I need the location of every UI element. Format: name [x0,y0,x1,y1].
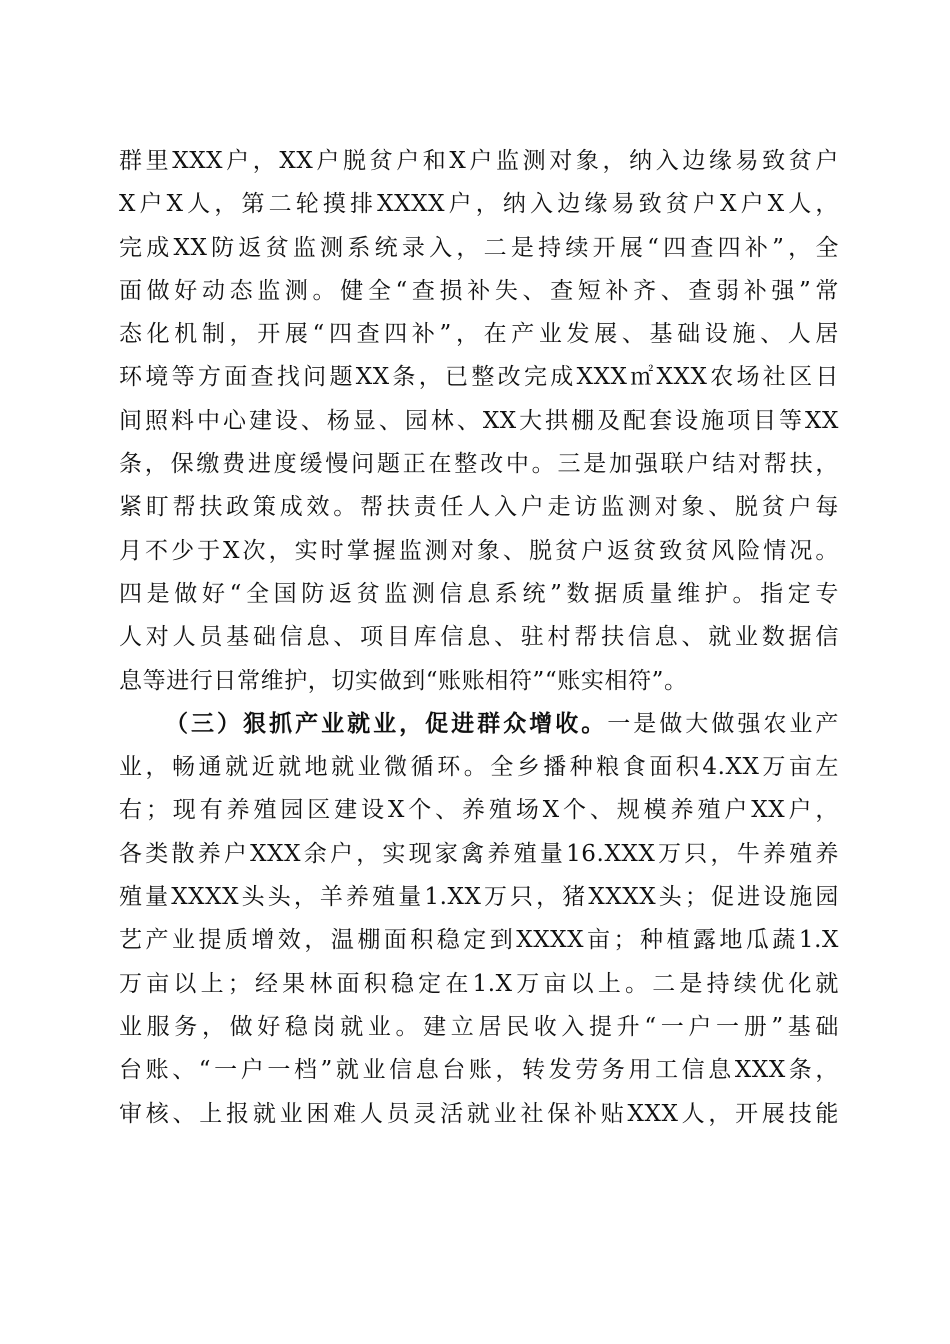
text-line: 各类散养户XXX余户，实现家禽养殖量16.XXX万只，牛养殖养 [119,840,839,867]
section-heading: （三）狠抓产业就业，促进群众增收。 [165,710,608,737]
text-line: 条，保缴费进度缓慢问题正在整改中。三是加强联户结对帮扶， [119,451,839,478]
text-line: 月不少于X次，实时掌握监测对象、脱贫户返贫致贫风险情况。 [119,537,839,564]
text-line: 间照料中心建设、杨显、园林、XX大拱棚及配套设施项目等XX [119,407,839,434]
text-line: 万亩以上；经果林面积稳定在1.X万亩以上。二是持续优化就 [119,970,839,997]
section-heading-rest: 一是做大做强农业产 [607,710,839,737]
text-line: 面做好动态监测。健全“查损补失、查短补齐、查弱补强”常 [119,277,839,304]
text-line: 业服务，做好稳岗就业。建立居民收入提升“一户一册”基础 [119,1013,839,1040]
text-line: 殖量XXXX头头，羊养殖量1.XX万只，猪XXXX头；促进设施园 [119,884,839,911]
text-line: 态化机制，开展“四查四补”，在产业发展、基础设施、人居 [119,321,839,348]
text-line: 业，畅通就近就地就业微循环。全乡播种粮食面积4.XX万亩左 [119,754,839,781]
text-line: 右；现有养殖园区建设X个、养殖场X个、规模养殖户XX户， [119,797,839,824]
document-body [119,140,839,1136]
text-line: X户X人，第二轮摸排XXXX户，纳入边缘易致贫户X户X人， [119,191,839,218]
text-line: 四是做好“全国防返贫监测信息系统”数据质量维护。指定专 [119,580,839,607]
text-line: 环境等方面查找问题XX条，已整改完成XXX㎡XXX农场社区日 [119,364,839,391]
text-line: 息等进行日常维护，切实做到“账账相符”“账实相符”。 [119,667,688,694]
text-line: 审核、上报就业困难人员灵活就业社保补贴XXX人，开展技能 [119,1100,839,1127]
section-heading-line [119,703,839,746]
text-line: 紧盯帮扶政策成效。帮扶责任人入户走访监测对象、脱贫户每 [119,494,839,521]
text-line: 群里XXX户，XX户脱贫户和X户监测对象，纳入边缘易致贫户 [119,148,839,174]
text-line: 人对人员基础信息、项目库信息、驻村帮扶信息、就业数据信 [119,624,839,651]
text-line: 艺产业提质增效，温棚面积稳定到XXXX亩；种植露地瓜蔬1.X [119,927,839,954]
text-line: 台账、“一户一档”就业信息台账，转发劳务用工信息XXX条， [119,1057,839,1084]
text-line: 完成XX防返贫监测系统录入，二是持续开展“四查四补”，全 [119,234,839,261]
